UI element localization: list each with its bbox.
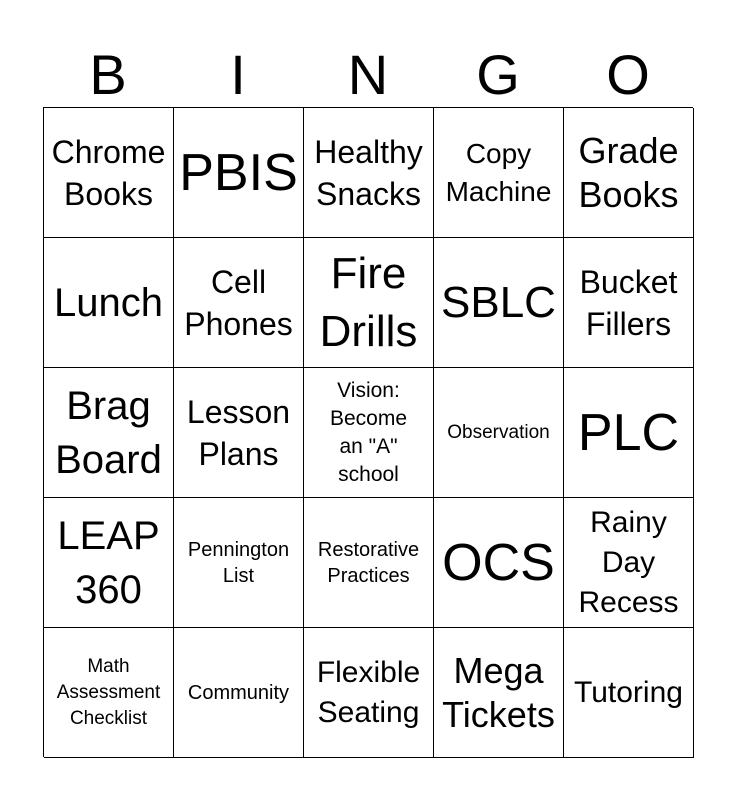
bingo-cell[interactable] — [304, 628, 434, 758]
bingo-cell[interactable] — [44, 628, 174, 758]
bingo-cell[interactable] — [304, 368, 434, 498]
bingo-cell[interactable] — [174, 498, 304, 628]
cell-text: Observation — [447, 421, 550, 443]
cell-text: Restorative Practices — [317, 538, 420, 587]
header-letter-n: N — [347, 43, 389, 106]
bingo-cell[interactable] — [434, 238, 564, 368]
bingo-cell[interactable] — [44, 238, 174, 368]
bingo-cell[interactable] — [44, 498, 174, 628]
bingo-grid — [43, 107, 693, 757]
bingo-cell[interactable] — [434, 498, 564, 628]
bingo-cell[interactable] — [44, 368, 174, 498]
header-letter-i: I — [230, 43, 246, 106]
bingo-cell[interactable] — [304, 238, 434, 368]
bingo-cell[interactable] — [434, 368, 564, 498]
cell-text: Mega Tickets — [442, 649, 555, 735]
header-letter-g: G — [476, 43, 520, 106]
cell-text: Copy Machine — [445, 137, 552, 207]
bingo-cell[interactable] — [304, 108, 434, 238]
cell-text: Healthy Snacks — [314, 133, 423, 212]
cell-text: Rainy Day Recess — [578, 505, 679, 619]
cell-text: Bucket Fillers — [579, 263, 678, 342]
cell-text: Brag Board — [55, 383, 162, 482]
cell-text: Math Assessment Checklist — [56, 655, 161, 729]
cell-text: LEAP 360 — [57, 513, 160, 612]
cell-text: Lesson Plans — [186, 393, 291, 472]
cell-text: Flexible Seating — [316, 655, 421, 729]
bingo-cell[interactable] — [434, 628, 564, 758]
cell-text: PLC — [577, 403, 680, 462]
bingo-cell[interactable] — [564, 628, 694, 758]
cell-text: Fire Drills — [319, 248, 418, 356]
bingo-cell[interactable] — [304, 498, 434, 628]
header-letter-b: B — [89, 43, 127, 106]
bingo-cell[interactable] — [564, 238, 694, 368]
bingo-cell[interactable] — [564, 498, 694, 628]
header-letter-o: O — [606, 43, 650, 106]
cell-text: Chrome Books — [51, 133, 166, 212]
cell-text: Vision: Become an "A" school — [329, 378, 408, 486]
cell-text: OCS — [442, 533, 555, 592]
bingo-cell[interactable] — [174, 108, 304, 238]
bingo-cell[interactable] — [564, 368, 694, 498]
bingo-cell[interactable] — [564, 108, 694, 238]
cell-text: Cell Phones — [184, 263, 293, 342]
cell-text: Tutoring — [574, 675, 683, 709]
cell-text: Lunch — [54, 280, 163, 325]
bingo-cell[interactable] — [44, 108, 174, 238]
cell-text: SBLC — [441, 277, 556, 327]
bingo-cell[interactable] — [174, 238, 304, 368]
cell-text: Pennington List — [187, 538, 290, 587]
bingo-cell[interactable] — [174, 628, 304, 758]
cell-text: PBIS — [179, 143, 298, 202]
bingo-cell[interactable] — [174, 368, 304, 498]
cell-text: Community — [187, 681, 290, 704]
cell-text: Grade Books — [578, 129, 679, 215]
bingo-header — [43, 42, 693, 108]
bingo-cell[interactable] — [434, 108, 564, 238]
